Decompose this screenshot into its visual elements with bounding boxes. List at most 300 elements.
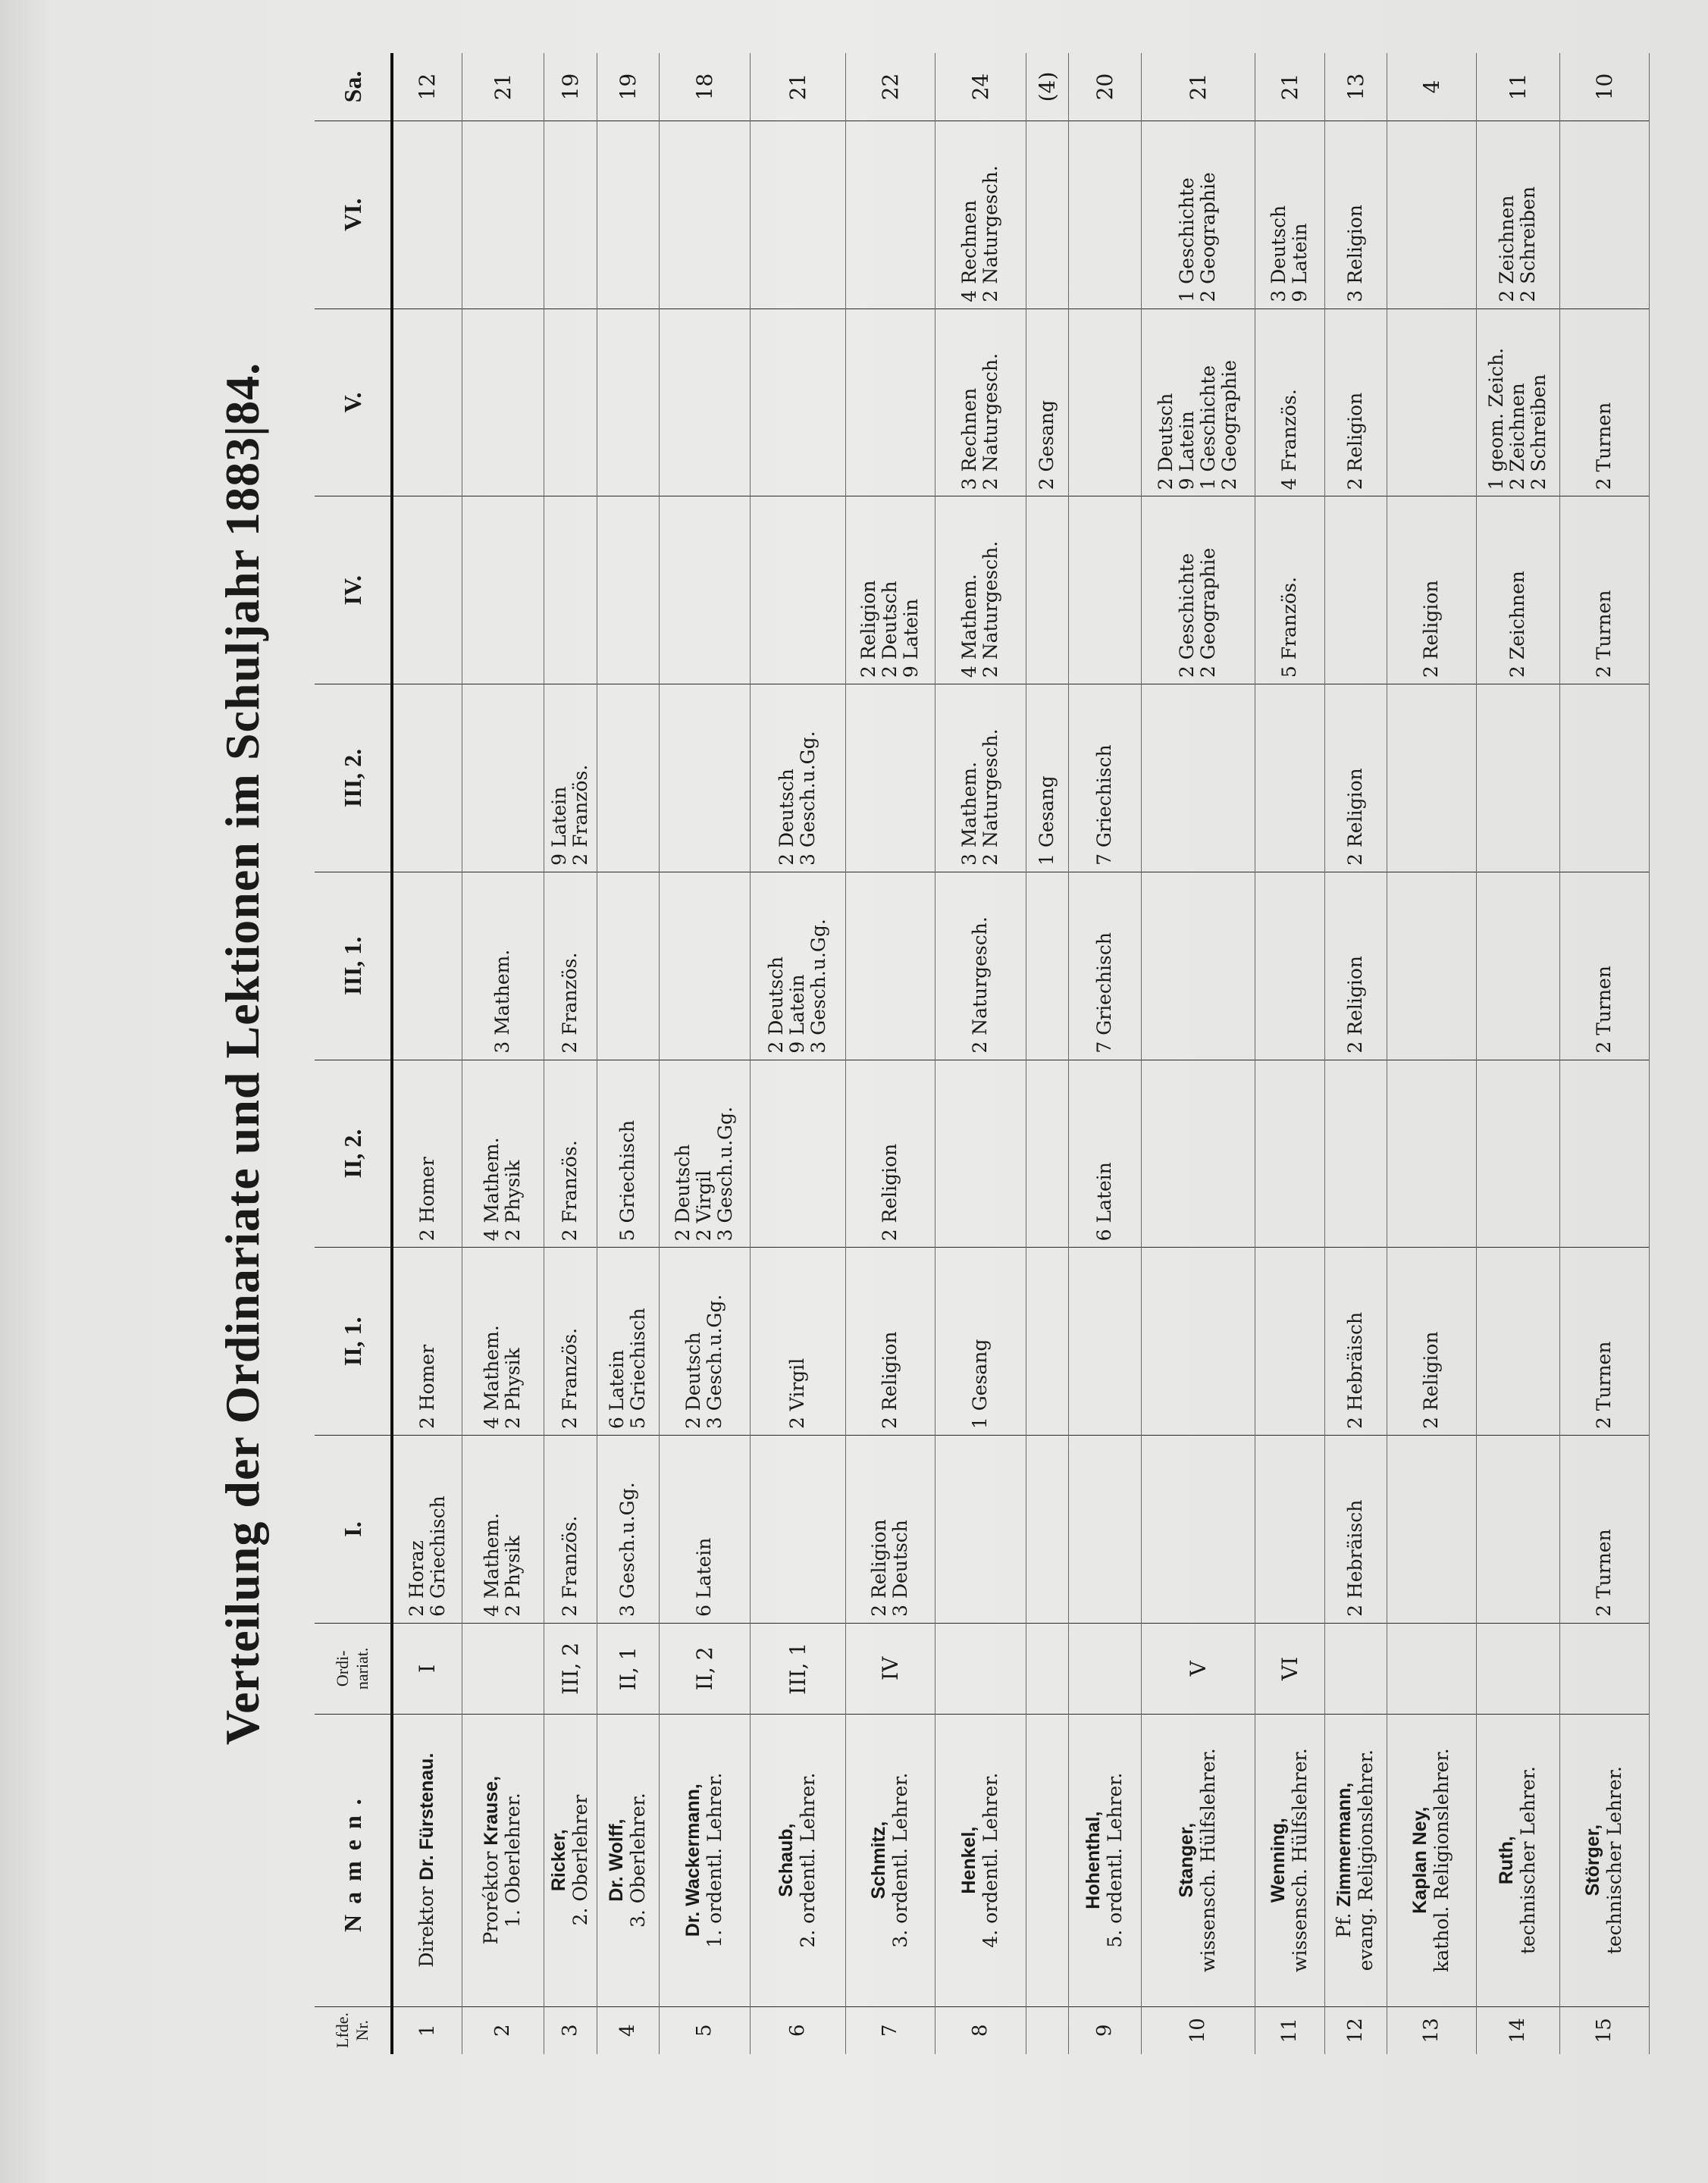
- lesson-cell: [1068, 496, 1141, 684]
- lesson-cell: [1324, 1060, 1387, 1248]
- lesson-entry: 2 Französ.: [559, 1515, 581, 1617]
- header-class: II, 2.: [315, 1060, 392, 1248]
- row-sum: 12: [392, 53, 462, 121]
- lesson-cell: [1559, 1248, 1649, 1436]
- ordinariat: V: [1141, 1623, 1255, 1714]
- lesson-entry: 2 Französ.: [569, 764, 591, 866]
- teacher-name: [392, 1714, 462, 2006]
- header-class: I.: [315, 1436, 392, 1624]
- ordinariat: IV: [845, 1623, 935, 1714]
- lesson-cell: [392, 684, 462, 872]
- row-sum: 22: [845, 53, 935, 121]
- lesson-entry: 4 Mathem.: [481, 1137, 503, 1242]
- lesson-cell: [1068, 309, 1141, 496]
- teacher-name-line: [1333, 1721, 1355, 2000]
- lesson-cell: [935, 1248, 1026, 1436]
- lesson-entry: 9 Latein: [900, 598, 922, 678]
- lesson-entry: 1 Gesang: [1036, 775, 1058, 866]
- lesson-cell: [1387, 1436, 1476, 1624]
- lesson-entry: 6 Latein: [693, 1537, 715, 1617]
- teacher-title: 4. ordentl. Lehrer.: [979, 1772, 1001, 1948]
- teacher-title: technischer Lehrer.: [1603, 1766, 1625, 1955]
- teacher-title: 2. ordentl. Lehrer.: [797, 1772, 819, 1948]
- lesson-cell: [1476, 121, 1559, 309]
- lesson-cell: [1141, 1436, 1255, 1624]
- ordinariat: [1068, 1623, 1141, 1714]
- lesson-entry: 2 Naturgesch.: [979, 540, 1001, 678]
- teacher-name-line: [606, 1721, 628, 2000]
- lesson-entry: 2 Turnen: [1593, 402, 1615, 490]
- lesson-cell: [1141, 1060, 1255, 1248]
- lesson-cell: [1559, 872, 1649, 1060]
- teacher-title: 1. ordentl. Lehrer.: [704, 1772, 726, 1948]
- lesson-entry: 4 Französ.: [1278, 389, 1300, 490]
- lesson-cell: [392, 309, 462, 496]
- teacher-title: technischer Lehrer.: [1517, 1766, 1539, 1955]
- header-class: III, 1.: [315, 872, 392, 1060]
- lesson-entry: 2 Homer: [415, 1157, 438, 1242]
- lesson-cell: [750, 1060, 845, 1248]
- lesson-entry: 1 geom. Zeich.: [1485, 347, 1507, 490]
- table-row: [845, 53, 935, 2054]
- row-number: 8: [935, 2006, 1026, 2054]
- lesson-entry: 3 Gesch.u.Gg.: [797, 731, 819, 866]
- row-number: 10: [1141, 2006, 1255, 2054]
- lesson-entry: 2 Deutsch: [1155, 393, 1177, 490]
- teacher-surname: Störger,: [1582, 1824, 1604, 1896]
- lesson-cell: [597, 1436, 659, 1624]
- lesson-cell: [1026, 496, 1068, 684]
- teacher-surname: Kaplan Ney,: [1409, 1806, 1431, 1914]
- lesson-entry: 2 Religion: [868, 1519, 890, 1617]
- lesson-entry: 5 Französ.: [1278, 576, 1300, 678]
- lesson-cell: [845, 684, 935, 872]
- lesson-entry: 2 Naturgesch.: [979, 352, 1001, 490]
- lesson-cell: [1026, 1248, 1068, 1436]
- lesson-cell: [1387, 684, 1476, 872]
- lesson-cell: [659, 496, 750, 684]
- teacher-surname: Ricker,: [548, 1829, 570, 1892]
- ordinariat: II, 2: [659, 1623, 750, 1714]
- lesson-entry: 2 Deutsch: [765, 956, 787, 1054]
- lesson-entry: 3 Deutsch: [889, 1520, 911, 1617]
- lesson-entry: 2 Turnen: [1593, 590, 1615, 678]
- teacher-name: [1387, 1714, 1476, 2006]
- ordinariat: [1026, 1623, 1068, 1714]
- lesson-cell: [1387, 496, 1476, 684]
- lesson-cell: [1068, 1060, 1141, 1248]
- lesson-entry: 2 Französ.: [559, 1327, 581, 1430]
- lesson-entry: 2 Religion: [1344, 956, 1366, 1054]
- header-class: VI.: [315, 121, 392, 309]
- lesson-entry: 4 Mathem.: [481, 1512, 503, 1617]
- lesson-cell: [392, 496, 462, 684]
- lesson-cell: [659, 1248, 750, 1436]
- teacher-name-line: [1582, 1721, 1604, 2000]
- row-number: 1: [392, 2006, 462, 2054]
- table-row: [1255, 53, 1324, 2054]
- lesson-cell: [1559, 1436, 1649, 1624]
- teacher-surname: Schmitz,: [868, 1821, 890, 1900]
- ordinariat: [1387, 1623, 1476, 1714]
- teacher-name: [1255, 1714, 1324, 2006]
- lesson-cell: [1476, 496, 1559, 684]
- row-number: 12: [1324, 2006, 1387, 2054]
- lesson-entry: 2 Religion: [857, 580, 879, 678]
- lesson-entry: 2 Geographie: [1197, 172, 1219, 302]
- ordinariat: VI: [1255, 1623, 1324, 1714]
- lesson-entry: 6 Latein: [606, 1349, 628, 1430]
- lesson-entry: 2 Physik: [502, 1160, 524, 1242]
- lesson-cell: [845, 1436, 935, 1624]
- ordinariat: [935, 1623, 1026, 1714]
- lesson-cell: [462, 1436, 544, 1624]
- lesson-cell: [1068, 684, 1141, 872]
- lesson-cell: [1141, 684, 1255, 872]
- lesson-cell: [1255, 872, 1324, 1060]
- teacher-name-line: [481, 1721, 503, 2000]
- lesson-cell: [1476, 309, 1559, 496]
- lesson-cell: [1324, 309, 1387, 496]
- lesson-entry: 3 Gesch.u.Gg.: [714, 1106, 736, 1242]
- teacher-title: kathol. Religionslehrer.: [1431, 1748, 1453, 1972]
- lesson-cell: [1387, 309, 1476, 496]
- lesson-entry: 3 Mathem.: [491, 949, 513, 1054]
- teacher-name: [544, 1714, 597, 2006]
- teacher-name: [462, 1714, 544, 2006]
- teacher-surname: Dr. Wackermann,: [682, 1784, 704, 1937]
- ordinariat: [462, 1623, 544, 1714]
- lesson-cell: [597, 496, 659, 684]
- header-row: [315, 53, 392, 2054]
- row-number: 9: [1068, 2006, 1141, 2054]
- row-number: 11: [1255, 2006, 1324, 2054]
- header-nr: Lfde. Nr.: [315, 2006, 392, 2054]
- header-class: II, 1.: [315, 1248, 392, 1436]
- lesson-cell: [935, 121, 1026, 309]
- lesson-cell: [1559, 684, 1649, 872]
- teacher-name-line: [416, 1721, 438, 2000]
- lesson-entry: 3 Deutsch: [1268, 205, 1290, 302]
- lesson-entry: 2 Hebräisch: [1344, 1311, 1366, 1430]
- schedule-table: [315, 53, 1650, 2054]
- lesson-cell: [845, 872, 935, 1060]
- lesson-cell: [845, 1248, 935, 1436]
- row-sum: 19: [597, 53, 659, 121]
- lesson-cell: [1255, 121, 1324, 309]
- lesson-entry: 2 Deutsch: [879, 581, 901, 678]
- lesson-cell: [935, 1060, 1026, 1248]
- teacher-name-line: [1268, 1721, 1290, 2000]
- lesson-entry: 2 Religion: [1420, 1331, 1442, 1430]
- teacher-name: [1559, 1714, 1649, 2006]
- header-sum: Sa.: [315, 53, 392, 121]
- lesson-cell: [392, 121, 462, 309]
- lesson-cell: [1324, 1436, 1387, 1624]
- lesson-cell: [1476, 1248, 1559, 1436]
- lesson-entry: 9 Latein: [1176, 411, 1198, 490]
- teacher-title: 1. Oberlehrer.: [502, 1793, 524, 1928]
- lesson-cell: [1387, 1248, 1476, 1436]
- lesson-cell: [1255, 309, 1324, 496]
- lesson-entry: 2 Schreiben: [1517, 186, 1539, 302]
- row-sum: 24: [935, 53, 1026, 121]
- lesson-cell: [1026, 309, 1068, 496]
- teacher-name-line: [548, 1721, 570, 2000]
- lesson-entry: 2 Homer: [415, 1344, 438, 1430]
- lesson-entry: 2 Geschichte: [1176, 553, 1198, 678]
- lesson-cell: [1255, 1060, 1324, 1248]
- lesson-entry: 2 Religion: [879, 1143, 901, 1242]
- lesson-cell: [1068, 872, 1141, 1060]
- lesson-entry: 2 Turnen: [1593, 1341, 1615, 1430]
- teacher-name: [1324, 1714, 1387, 2006]
- lesson-entry: 4 Rechnen: [958, 200, 980, 302]
- lesson-entry: 7 Griechisch: [1093, 744, 1115, 866]
- lesson-cell: [544, 1060, 597, 1248]
- row-number: 3: [544, 2006, 597, 2054]
- lesson-entry: 9 Latein: [548, 786, 570, 866]
- teacher-surname: Henkel,: [958, 1826, 980, 1894]
- row-number: 2: [462, 2006, 544, 2054]
- lesson-cell: [935, 684, 1026, 872]
- lesson-entry: 9 Latein: [786, 974, 808, 1054]
- lesson-cell: [845, 121, 935, 309]
- row-sum: 10: [1559, 53, 1649, 121]
- lesson-entry: 1 Gesang: [969, 1339, 991, 1430]
- lesson-cell: [1068, 1436, 1141, 1624]
- lesson-cell: [1476, 1060, 1559, 1248]
- lesson-entry: 5 Griechisch: [616, 1120, 638, 1242]
- table-row: [392, 53, 462, 2054]
- teacher-name: [1068, 1714, 1141, 2006]
- lesson-cell: [1324, 121, 1387, 309]
- teacher-surname: Krause,: [481, 1775, 503, 1846]
- lesson-cell: [1141, 872, 1255, 1060]
- row-sum: 20: [1068, 53, 1141, 121]
- lesson-cell: [1026, 872, 1068, 1060]
- teacher-surname: Dr. Fürstenau.: [416, 1752, 438, 1881]
- row-sum: 21: [1255, 53, 1324, 121]
- teacher-title: wissensch. Hülfslehrer.: [1289, 1748, 1311, 1972]
- lesson-cell: [597, 684, 659, 872]
- lesson-cell: [845, 1060, 935, 1248]
- lesson-cell: [1026, 1060, 1068, 1248]
- ordinariat: II, 1: [597, 1623, 659, 1714]
- lesson-cell: [462, 496, 544, 684]
- lesson-entry: 4 Mathem.: [958, 574, 980, 678]
- lesson-entry: 2 Turnen: [1593, 1529, 1615, 1617]
- lesson-cell: [544, 1248, 597, 1436]
- lesson-entry: 3 Rechnen: [958, 387, 980, 490]
- row-sum: 19: [544, 53, 597, 121]
- lesson-entry: 2 Zeichnen: [1506, 383, 1528, 490]
- table-row: [1559, 53, 1649, 2054]
- row-sum: 13: [1324, 53, 1387, 121]
- lesson-cell: [462, 121, 544, 309]
- lesson-cell: [1255, 1436, 1324, 1624]
- lesson-cell: [597, 1248, 659, 1436]
- lesson-cell: [659, 684, 750, 872]
- lesson-cell: [462, 872, 544, 1060]
- lesson-entry: 2 Schreiben: [1528, 374, 1550, 490]
- lesson-entry: 3 Gesch.u.Gg.: [616, 1482, 638, 1617]
- lesson-entry: 3 Gesch.u.Gg.: [807, 919, 829, 1054]
- lesson-cell: [1559, 309, 1649, 496]
- table-row: [544, 53, 597, 2054]
- lesson-cell: [1141, 1248, 1255, 1436]
- lesson-cell: [935, 496, 1026, 684]
- lesson-entry: 3 Mathem.: [958, 761, 980, 866]
- lesson-cell: [597, 309, 659, 496]
- header-ordinariat: Ordi-nariat.: [315, 1623, 392, 1714]
- header-class: IV.: [315, 496, 392, 684]
- lesson-cell: [935, 309, 1026, 496]
- lesson-entry: 2 Französ.: [559, 1140, 581, 1242]
- row-number: 14: [1476, 2006, 1559, 2054]
- table-row: [1026, 53, 1068, 2054]
- lesson-cell: [597, 121, 659, 309]
- lesson-cell: [1255, 496, 1324, 684]
- lesson-entry: 6 Latein: [1093, 1162, 1115, 1242]
- row-sum: 11: [1476, 53, 1559, 121]
- ordinariat: III, 1: [750, 1623, 845, 1714]
- lesson-cell: [1559, 496, 1649, 684]
- lesson-entry: 7 Griechisch: [1093, 932, 1115, 1054]
- teacher-name: [1476, 1714, 1559, 2006]
- lesson-cell: [935, 872, 1026, 1060]
- lesson-entry: 6 Griechisch: [426, 1496, 449, 1617]
- lesson-cell: [1324, 496, 1387, 684]
- lesson-entry: 2 Deutsch: [776, 769, 798, 866]
- lesson-cell: [1068, 1248, 1141, 1436]
- table-row: [462, 53, 544, 2054]
- lesson-cell: [935, 1436, 1026, 1624]
- lesson-cell: [845, 309, 935, 496]
- lesson-cell: [659, 1436, 750, 1624]
- teacher-name-line: [1083, 1721, 1105, 2000]
- row-sum: (4): [1026, 53, 1068, 121]
- lesson-entry: 2 Gesang: [1036, 399, 1058, 490]
- lesson-cell: [659, 1060, 750, 1248]
- lesson-cell: [462, 684, 544, 872]
- ordinariat: I: [392, 1623, 462, 1714]
- lesson-entry: 2 Naturgesch.: [969, 916, 991, 1054]
- lesson-cell: [750, 309, 845, 496]
- teacher-name: [750, 1714, 845, 2006]
- row-number: 15: [1559, 2006, 1649, 2054]
- teacher-title: 3. ordentl. Lehrer.: [889, 1772, 911, 1948]
- teacher-title: 5. ordentl. Lehrer.: [1104, 1772, 1126, 1948]
- lesson-cell: [544, 121, 597, 309]
- lesson-entry: 2 Religion: [879, 1331, 901, 1430]
- lesson-cell: [1387, 872, 1476, 1060]
- lesson-entry: 2 Horaz: [405, 1540, 428, 1617]
- lesson-cell: [1324, 872, 1387, 1060]
- lesson-entry: 2 Geographie: [1218, 359, 1240, 490]
- lesson-cell: [1141, 309, 1255, 496]
- lesson-cell: [659, 309, 750, 496]
- lesson-cell: [1026, 684, 1068, 872]
- lesson-entry: 2 Religion: [1420, 580, 1442, 678]
- lesson-entry: 2 Naturgesch.: [979, 728, 1001, 866]
- lesson-entry: 2 Virgil: [786, 1358, 808, 1430]
- lesson-cell: [462, 1060, 544, 1248]
- lesson-entry: 2 Hebräisch: [1344, 1499, 1366, 1617]
- teacher-surname: Schaub,: [776, 1823, 798, 1897]
- teacher-name-line: [868, 1721, 890, 2000]
- lesson-cell: [1387, 1060, 1476, 1248]
- table-row: [1476, 53, 1559, 2054]
- lesson-entry: 2 Geographie: [1197, 547, 1219, 678]
- teacher-surname: Zimmermann,: [1333, 1782, 1355, 1907]
- lesson-entry: 2 Physik: [502, 1348, 524, 1430]
- lesson-entry: 2 Zeichnen: [1496, 195, 1518, 302]
- lesson-entry: 2 Deutsch: [682, 1332, 704, 1430]
- header-name: Namen.: [315, 1714, 392, 2006]
- teacher-name: [1141, 1714, 1255, 2006]
- teacher-name: [659, 1714, 750, 2006]
- teacher-prefix: Pf.: [1333, 1906, 1355, 1938]
- lesson-entry: 5 Griechisch: [627, 1308, 649, 1430]
- lesson-cell: [750, 496, 845, 684]
- lesson-entry: 2 Religion: [1344, 392, 1366, 490]
- lesson-cell: [1476, 684, 1559, 872]
- teacher-title: 3. Oberlehrer.: [627, 1793, 649, 1928]
- lesson-cell: [544, 1436, 597, 1624]
- ordinariat: [1324, 1623, 1387, 1714]
- lesson-cell: [1476, 872, 1559, 1060]
- lesson-cell: [1324, 1248, 1387, 1436]
- teacher-surname: Wenning,: [1268, 1818, 1290, 1903]
- lesson-entry: 2 Religion: [1344, 768, 1366, 866]
- lesson-cell: [597, 1060, 659, 1248]
- teacher-title: 2. Oberlehrer: [569, 1794, 591, 1926]
- lesson-entry: 1 Geschichte: [1176, 177, 1198, 302]
- lesson-cell: [462, 1248, 544, 1436]
- teacher-name-line: [776, 1721, 798, 2000]
- lesson-cell: [1255, 684, 1324, 872]
- lesson-cell: [1026, 1436, 1068, 1624]
- table-row: [1141, 53, 1255, 2054]
- teacher-name: [935, 1714, 1026, 2006]
- lesson-cell: [1255, 1248, 1324, 1436]
- teacher-title: wissensch. Hülfslehrer.: [1197, 1748, 1219, 1972]
- ordinariat: [1476, 1623, 1559, 1714]
- table-row: [935, 53, 1026, 2054]
- lesson-cell: [392, 1248, 462, 1436]
- lesson-entry: 2 Naturgesch.: [979, 165, 1001, 302]
- lesson-entry: 4 Mathem.: [481, 1325, 503, 1430]
- teacher-name-line: [682, 1721, 704, 2000]
- teacher-surname: Ruth,: [1496, 1836, 1518, 1885]
- teacher-surname: Hohenthal,: [1083, 1811, 1105, 1909]
- lesson-entry: 1 Geschichte: [1197, 365, 1219, 490]
- lesson-entry: 3 Religion: [1344, 205, 1366, 302]
- lesson-cell: [750, 872, 845, 1060]
- teacher-prefix: Direktor: [415, 1880, 438, 1968]
- lesson-cell: [1141, 121, 1255, 309]
- lesson-cell: [544, 496, 597, 684]
- lesson-cell: [750, 1248, 845, 1436]
- header-class: III, 2.: [315, 684, 392, 872]
- row-sum: 21: [1141, 53, 1255, 121]
- teacher-name-line: [958, 1721, 980, 2000]
- lesson-cell: [1068, 121, 1141, 309]
- teacher-title: evang. Religionslehrer.: [1355, 1749, 1377, 1972]
- row-number: 7: [845, 2006, 935, 2054]
- header-class: V.: [315, 309, 392, 496]
